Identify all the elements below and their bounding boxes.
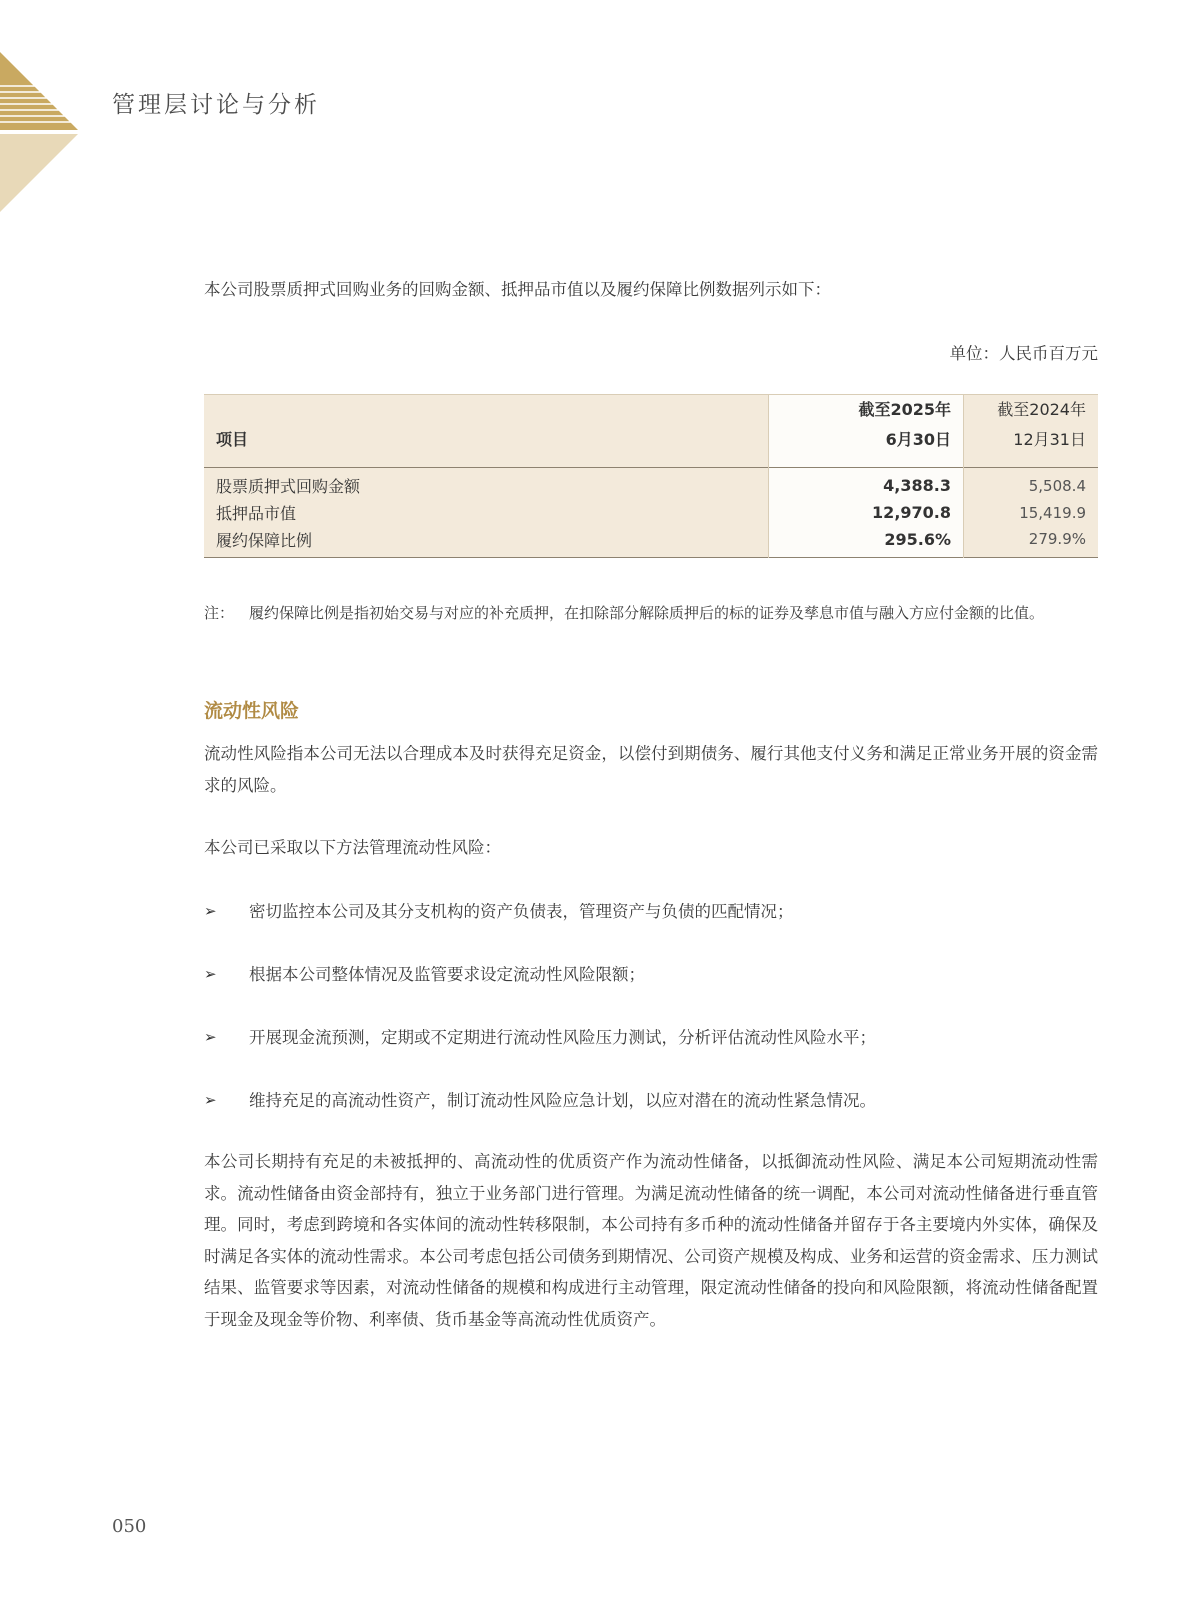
page-number: 050 <box>112 1516 147 1537</box>
list-item-text: 根据本公司整体情况及监管要求设定流动性风险限额； <box>249 965 645 984</box>
arrow-bullet-icon: ➢ <box>204 965 217 983</box>
row-prior-value: 5,508.4 <box>1028 476 1086 495</box>
list-item <box>204 959 1098 1022</box>
header-current-line2: 6月30日 <box>885 430 951 449</box>
corner-decoration <box>0 52 80 212</box>
header-prior <box>964 395 1099 468</box>
arrow-bullet-icon: ➢ <box>204 1028 217 1046</box>
table-note <box>204 600 1098 626</box>
unit-label: 单位：人民币百万元 <box>949 344 1098 363</box>
liquidity-methods-list <box>204 896 1098 1148</box>
arrow-bullet-icon: ➢ <box>204 902 217 920</box>
intro-text: 本公司股票质押式回购业务的回购金额、抵押品市值以及履约保障比例数据列示如下： <box>204 280 831 299</box>
liquidity-reserve-paragraph: 本公司长期持有充足的未被抵押的、高流动性的优质资产作为流动性储备，以抵御流动性风险、满足本公司短期流动性需求。流动性储备由资金部持有，独立于业务部门进行管理。为满足流动性储备的统一调配，本公司对流动性储备进行垂直管理。同时，考虑到跨境和各实体间的流动性转移限制，本公司持有多币种的流动性储备并留存于各主要境内外实体，确保及时满足各实体的流动性需求。本公司考虑包括公司债务到期情况、公司资产规模及构成、业务和运营的资金需求、压力测试结果、监管要求等因素，对流动性储备的规模和构成进行主动管理，限定流动性储备的投向和风险限额，将流动性储备配置于现金及现金等价物、利率债、货币基金等高流动性优质资产。 <box>204 1152 1098 1329</box>
list-item <box>204 1085 1098 1148</box>
header-prior-line2: 12月31日 <box>1013 430 1086 449</box>
arrow-bullet-icon: ➢ <box>204 1091 217 1109</box>
table-header-row <box>204 395 1098 468</box>
table-row <box>204 498 1098 528</box>
liquidity-definition: 流动性风险指本公司无法以合理成本及时获得充足资金，以偿付到期债务、履行其他支付义务和满足正常业务开展的资金需求的风险。 <box>204 744 1098 795</box>
list-item-text: 开展现金流预测，定期或不定期进行流动性风险压力测试，分析评估流动性风险水平； <box>249 1028 876 1047</box>
section-title: 管理层讨论与分析 <box>112 92 320 118</box>
header-prior-line1: 截至2024年 <box>997 400 1086 419</box>
header-current-line1: 截至2025年 <box>858 400 951 419</box>
liquidity-risk-heading: 流动性风险 <box>204 700 300 722</box>
row-current-value: 295.6% <box>769 528 964 558</box>
row-prior-value: 279.9% <box>1028 530 1086 549</box>
list-item <box>204 896 1098 959</box>
row-label: 履约保障比例 <box>216 530 313 550</box>
note-label: 注： <box>204 604 235 622</box>
row-current-value: 4,388.3 <box>769 468 964 498</box>
row-current-value: 12,970.8 <box>769 498 964 528</box>
row-prior-value: 15,419.9 <box>1019 503 1086 522</box>
header-current <box>769 395 964 468</box>
list-item <box>204 1022 1098 1085</box>
header-item: 项目 <box>216 430 249 449</box>
row-label: 抵押品市值 <box>216 504 297 523</box>
table-row <box>204 468 1098 498</box>
row-label: 股票质押式回购金额 <box>216 477 361 497</box>
note-text: 履约保障比例是指初始交易与对应的补充质押，在扣除部分解除质押后的标的证券及孳息市值与融入方应付金额的比值。 <box>249 604 1045 622</box>
list-item-text: 密切监控本公司及其分支机构的资产负债表，管理资产与负债的匹配情况； <box>249 902 794 921</box>
pledge-data-table <box>204 394 1098 558</box>
list-item-text: 维持充足的高流动性资产，制订流动性风险应急计划，以应对潜在的流动性紧急情况。 <box>249 1091 876 1110</box>
liquidity-methods-intro: 本公司已采取以下方法管理流动性风险： <box>204 838 501 857</box>
table-row <box>204 528 1098 558</box>
